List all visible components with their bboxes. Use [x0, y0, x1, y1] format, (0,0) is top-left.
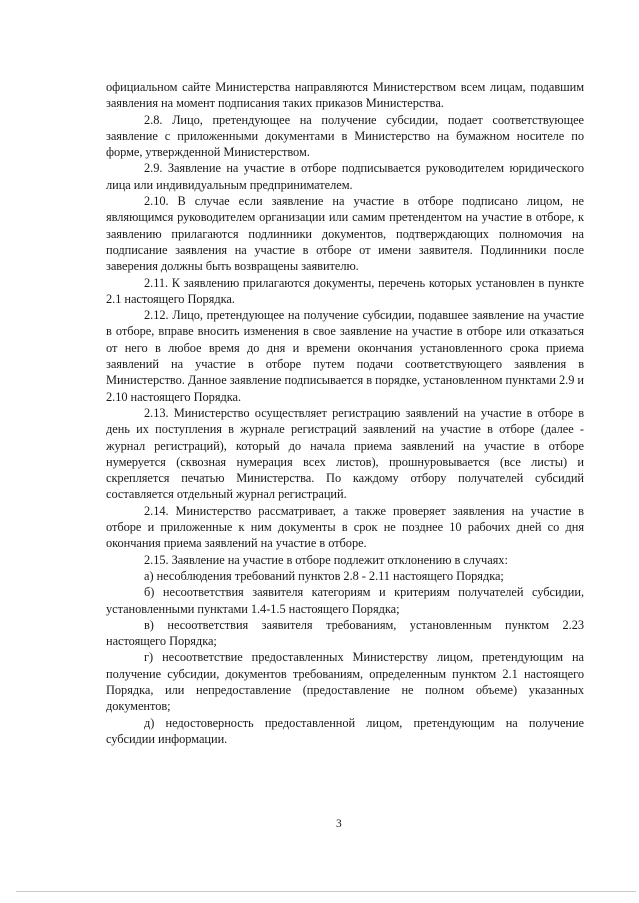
- list-item-g: г) несоответствие предоставленных Министерству лицом, претендующим на получение субсидии, документов требованиям, определенным пунктом 2.1 настоящего Порядка, или непредоставление (предоставление не полном объеме) указанных документов;: [106, 650, 584, 714]
- paragraph-2-15: 2.15. Заявление на участие в отборе подлежит отклонению в случаях:: [144, 552, 508, 567]
- list-item-a: а) несоблюдения требований пунктов 2.8 - 2.11 настоящего Порядка;: [144, 568, 504, 583]
- list-item-d: д) недостоверность предоставленной лицом, претендующим на получение субсидии информации.: [106, 715, 584, 746]
- paragraph-intro: официальном сайте Министерства направляются Министерством всем лицам, подавшим заявления на момент подписания таких приказов Министерства.: [106, 80, 584, 111]
- page-number: 3: [336, 818, 342, 830]
- paragraph-2-14: 2.14. Министерство рассматривает, а также проверяет заявления на участие в отборе и приложенные к ним документы в срок не позднее 10 рабочих дней со дня окончания приема заявлений на участие в отборе.: [106, 503, 584, 551]
- list-item-b: б) несоответствия заявителя категориям и критериям получателей субсидии, установленными пунктами 1.4-1.5 настоящего Порядка;: [106, 585, 584, 616]
- list-item-v: в) несоответствия заявителя требованиям, установленным пунктом 2.23 настоящего Порядка;: [106, 617, 584, 649]
- scan-bottom-edge: [16, 891, 636, 892]
- paragraph-2-8: 2.8. Лицо, претендующее на получение субсидии, подает соответствующее заявление с приложенными документами в Министерство на бумажном носителе по форме, утвержденной Министерством.: [106, 112, 584, 160]
- paragraph-2-10: 2.10. В случае если заявление на участие в отборе подписано лицом, не являющимся руководителем организации или самим претендентом на участие в отборе, к заявлению прилагаются подлинники документов, подтверждающих полномочия на подписание заявления на участие в отборе от имени заявителя. Подлинники после заверения должны быть возвращены заявителю.: [106, 194, 584, 274]
- document-body: [106, 79, 584, 747]
- paragraph-2-12: 2.12. Лицо, претендующее на получение субсидии, подавшее заявление на участие в отборе, вправе вносить изменения в свое заявление на участие в отборе или отказаться от него в любое время до дня и времени окончания установленного срока приема заявлений на участие в отборе путем подачи соответствующего заявления в Министерство. Данное заявление подписывается в порядке, установленном пунктами 2.9 и 2.10 настоящего Порядка.: [106, 308, 584, 404]
- paragraph-2-13: 2.13. Министерство осуществляет регистрацию заявлений на участие в отборе в день их поступления в журнале регистраций заявлений на участие в отборе (далее - журнал регистраций), который до начала приема заявлений на участие в отборе нумеруется (сквозная нумерация всех листов), прошнуровывается (все листы) и скрепляется печатью Министерства. По каждому отбору получателей субсидий составляется отдельный журнал регистраций.: [106, 405, 584, 502]
- paragraph-2-11: 2.11. К заявлению прилагаются документы, перечень которых установлен в пункте 2.1 настоящего Порядка.: [106, 275, 584, 306]
- paragraph-2-9: 2.9. Заявление на участие в отборе подписывается руководителем юридического лица или индивидуальным предпринимателем.: [106, 161, 584, 192]
